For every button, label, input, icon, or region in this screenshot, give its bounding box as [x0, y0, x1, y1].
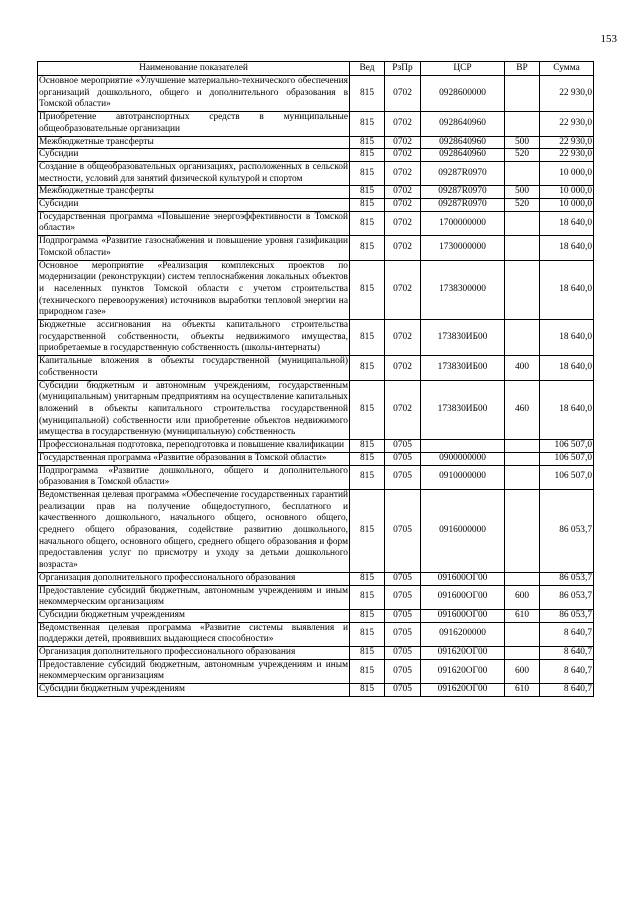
row-csr-cell: 0900000000	[421, 452, 505, 465]
row-vr-cell	[505, 76, 540, 112]
row-ved-cell: 815	[350, 452, 385, 465]
row-rzpr-cell: 0705	[385, 622, 421, 646]
row-vr-cell	[505, 489, 540, 572]
row-rzpr-cell: 0702	[385, 380, 421, 440]
row-rzpr-cell: 0705	[385, 489, 421, 572]
table-row	[38, 112, 594, 136]
header-rzpr: РзПр	[385, 62, 421, 76]
row-sum-cell: 22 930,0	[540, 136, 594, 149]
table-row	[38, 136, 594, 149]
row-sum-cell: 106 507,0	[540, 465, 594, 489]
table-row	[38, 161, 594, 185]
row-ved-cell: 815	[350, 136, 385, 149]
row-ved-cell: 815	[350, 149, 385, 162]
row-ved-cell: 815	[350, 380, 385, 440]
row-ved-cell: 815	[350, 659, 385, 683]
row-vr-cell: 520	[505, 149, 540, 162]
row-rzpr-cell: 0705	[385, 465, 421, 489]
row-rzpr-cell: 0702	[385, 186, 421, 199]
row-rzpr-cell: 0705	[385, 585, 421, 609]
row-rzpr-cell: 0705	[385, 659, 421, 683]
row-vr-cell: 400	[505, 356, 540, 380]
row-name-cell: Межбюджетные трансферты	[38, 136, 350, 149]
row-ved-cell: 815	[350, 465, 385, 489]
row-csr-cell: 0916200000	[421, 622, 505, 646]
row-name-cell: Государственная программа «Развитие образования в Томской области»	[38, 452, 350, 465]
table-row	[38, 647, 594, 660]
row-csr-cell: 1730000000	[421, 236, 505, 260]
row-name-cell: Субсидии бюджетным учреждениям	[38, 684, 350, 697]
table-row	[38, 659, 594, 683]
row-sum-cell: 22 930,0	[540, 112, 594, 136]
row-csr-cell: 173830ИБ00	[421, 320, 505, 356]
row-rzpr-cell: 0702	[385, 161, 421, 185]
row-csr-cell: 09287R0970	[421, 199, 505, 212]
row-rzpr-cell: 0702	[385, 356, 421, 380]
row-csr-cell: 091620ОГ00	[421, 647, 505, 660]
row-vr-cell	[505, 622, 540, 646]
row-ved-cell: 815	[350, 622, 385, 646]
row-vr-cell: 600	[505, 659, 540, 683]
table-row	[38, 585, 594, 609]
row-name-cell: Основное мероприятие «Улучшение материально-технического обеспечения организаций дошкольного, общего и дополнительного образования в Томской области»	[38, 76, 350, 112]
row-name-cell: Государственная программа «Повышение энергоэффективности в Томской области»	[38, 211, 350, 235]
row-name-cell: Субсидии бюджетным и автономным учреждениям, государственным (муниципальным) унитарным предприятиям на осуществление капитальных вложений в объекты капитального строительства государственной (муниципальной) собственности или приобретение объектов недвижимого имущества в государственную (муниципальную) собственность	[38, 380, 350, 440]
row-csr-cell: 1738300000	[421, 260, 505, 320]
row-name-cell: Субсидии бюджетным учреждениям	[38, 609, 350, 622]
row-name-cell: Бюджетные ассигнования на объекты капитального строительства государственной собственности, объекты недвижимого имущества, приобретаемые в государственную собственность (школы-интернаты)	[38, 320, 350, 356]
row-vr-cell	[505, 465, 540, 489]
table-row	[38, 622, 594, 646]
row-sum-cell: 18 640,0	[540, 380, 594, 440]
table-row	[38, 320, 594, 356]
row-sum-cell: 86 053,7	[540, 609, 594, 622]
row-rzpr-cell: 0705	[385, 647, 421, 660]
row-ved-cell: 815	[350, 186, 385, 199]
row-rzpr-cell: 0702	[385, 236, 421, 260]
row-vr-cell	[505, 161, 540, 185]
table-row	[38, 489, 594, 572]
table-row	[38, 609, 594, 622]
table-row	[38, 684, 594, 697]
row-sum-cell: 8 640,7	[540, 647, 594, 660]
row-rzpr-cell: 0702	[385, 320, 421, 356]
row-name-cell: Субсидии	[38, 199, 350, 212]
row-rzpr-cell: 0705	[385, 572, 421, 585]
row-rzpr-cell: 0702	[385, 76, 421, 112]
header-name: Наименование показателей	[38, 62, 350, 76]
row-vr-cell	[505, 440, 540, 453]
row-rzpr-cell: 0702	[385, 136, 421, 149]
row-vr-cell	[505, 452, 540, 465]
row-csr-cell: 0916000000	[421, 489, 505, 572]
row-name-cell: Предоставление субсидий бюджетным, автономным учреждениям и иным некоммерческим организациям	[38, 585, 350, 609]
page-number: 153	[600, 33, 617, 45]
table-row	[38, 186, 594, 199]
row-sum-cell: 8 640,7	[540, 622, 594, 646]
row-rzpr-cell: 0705	[385, 684, 421, 697]
row-name-cell: Создание в общеобразовательных организациях, расположенных в сельской местности, условий для занятий физической культурой и спортом	[38, 161, 350, 185]
row-ved-cell: 815	[350, 356, 385, 380]
row-csr-cell: 0928600000	[421, 76, 505, 112]
row-ved-cell: 815	[350, 609, 385, 622]
table-row	[38, 380, 594, 440]
row-rzpr-cell: 0702	[385, 260, 421, 320]
table-row	[38, 149, 594, 162]
row-vr-cell	[505, 260, 540, 320]
header-vr: ВР	[505, 62, 540, 76]
row-csr-cell: 0928640960	[421, 112, 505, 136]
header-sum: Сумма	[540, 62, 594, 76]
row-name-cell: Ведомственная целевая программа «Обеспечение государственных гарантий реализации прав на получение общедоступного, бесплатного и качественного дошкольного, начального общего, основного общего, среднего общего образования, содействие развитию дошкольного, начального общего, основного общего, среднего общего образования и форм предоставления услуг по присмотру и уходу за детьми дошкольного возраста»	[38, 489, 350, 572]
row-name-cell: Организация дополнительного профессионального образования	[38, 572, 350, 585]
row-csr-cell: 0928640960	[421, 136, 505, 149]
row-ved-cell: 815	[350, 112, 385, 136]
row-sum-cell: 86 053,7	[540, 585, 594, 609]
header-csr: ЦСР	[421, 62, 505, 76]
row-ved-cell: 815	[350, 161, 385, 185]
row-name-cell: Подпрограмма «Развитие дошкольного, общего и дополнительного образования в Томской области»	[38, 465, 350, 489]
row-ved-cell: 815	[350, 260, 385, 320]
header-ved: Вед	[350, 62, 385, 76]
row-sum-cell: 10 000,0	[540, 161, 594, 185]
row-name-cell: Подпрограмма «Развитие газоснабжения и повышение уровня газификации Томской области»	[38, 236, 350, 260]
row-sum-cell: 86 053,7	[540, 489, 594, 572]
row-csr-cell: 09287R0970	[421, 186, 505, 199]
row-vr-cell: 600	[505, 585, 540, 609]
row-csr-cell: 091600ОГ00	[421, 609, 505, 622]
row-sum-cell: 18 640,0	[540, 211, 594, 235]
row-ved-cell: 815	[350, 76, 385, 112]
table-row	[38, 452, 594, 465]
row-ved-cell: 815	[350, 489, 385, 572]
table-row	[38, 199, 594, 212]
table-row	[38, 440, 594, 453]
row-vr-cell	[505, 211, 540, 235]
row-ved-cell: 815	[350, 684, 385, 697]
row-csr-cell: 09287R0970	[421, 161, 505, 185]
row-rzpr-cell: 0702	[385, 199, 421, 212]
row-sum-cell: 18 640,0	[540, 320, 594, 356]
row-csr-cell: 1700000000	[421, 211, 505, 235]
row-rzpr-cell: 0702	[385, 149, 421, 162]
row-vr-cell: 500	[505, 136, 540, 149]
table-row	[38, 236, 594, 260]
row-vr-cell	[505, 112, 540, 136]
row-sum-cell: 18 640,0	[540, 356, 594, 380]
row-csr-cell: 0928640960	[421, 149, 505, 162]
row-rzpr-cell: 0702	[385, 211, 421, 235]
row-sum-cell: 22 930,0	[540, 76, 594, 112]
row-sum-cell: 106 507,0	[540, 440, 594, 453]
row-vr-cell	[505, 236, 540, 260]
table-row	[38, 76, 594, 112]
row-ved-cell: 815	[350, 320, 385, 356]
table-header-row	[38, 62, 594, 76]
row-sum-cell: 18 640,0	[540, 260, 594, 320]
table-row	[38, 260, 594, 320]
row-sum-cell: 18 640,0	[540, 236, 594, 260]
row-name-cell: Субсидии	[38, 149, 350, 162]
row-vr-cell: 610	[505, 684, 540, 697]
row-name-cell: Капитальные вложения в объекты государственной (муниципальной) собственности	[38, 356, 350, 380]
row-name-cell: Предоставление субсидий бюджетным, автономным учреждениям и иным некоммерческим организациям	[38, 659, 350, 683]
row-sum-cell: 10 000,0	[540, 199, 594, 212]
row-rzpr-cell: 0705	[385, 609, 421, 622]
row-ved-cell: 815	[350, 647, 385, 660]
table-row	[38, 465, 594, 489]
row-sum-cell: 22 930,0	[540, 149, 594, 162]
row-ved-cell: 815	[350, 572, 385, 585]
row-sum-cell: 10 000,0	[540, 186, 594, 199]
row-name-cell: Профессиональная подготовка, переподготовка и повышение квалификации	[38, 440, 350, 453]
row-rzpr-cell: 0705	[385, 452, 421, 465]
row-csr-cell: 091620ОГ00	[421, 659, 505, 683]
table-row	[38, 572, 594, 585]
row-csr-cell: 0910000000	[421, 465, 505, 489]
row-csr-cell: 091620ОГ00	[421, 684, 505, 697]
row-sum-cell: 8 640,7	[540, 659, 594, 683]
row-sum-cell: 86 053,7	[540, 572, 594, 585]
table-row	[38, 211, 594, 235]
row-vr-cell: 460	[505, 380, 540, 440]
row-name-cell: Ведомственная целевая программа «Развитие системы выявления и поддержки детей, проявивших выдающиеся способности»	[38, 622, 350, 646]
row-csr-cell: 091600ОГ00	[421, 585, 505, 609]
row-name-cell: Межбюджетные трансферты	[38, 186, 350, 199]
row-ved-cell: 815	[350, 199, 385, 212]
row-csr-cell	[421, 440, 505, 453]
row-name-cell: Приобретение автотранспортных средств в муниципальные общеобразовательные организации	[38, 112, 350, 136]
row-vr-cell	[505, 320, 540, 356]
row-csr-cell: 173830ИБ00	[421, 380, 505, 440]
budget-table	[37, 61, 594, 697]
row-vr-cell: 500	[505, 186, 540, 199]
row-ved-cell: 815	[350, 440, 385, 453]
row-vr-cell	[505, 572, 540, 585]
row-sum-cell: 106 507,0	[540, 452, 594, 465]
row-ved-cell: 815	[350, 211, 385, 235]
row-name-cell: Организация дополнительного профессионального образования	[38, 647, 350, 660]
row-vr-cell: 610	[505, 609, 540, 622]
table-row	[38, 356, 594, 380]
row-sum-cell: 8 640,7	[540, 684, 594, 697]
row-vr-cell	[505, 647, 540, 660]
row-ved-cell: 815	[350, 585, 385, 609]
row-name-cell: Основное мероприятие «Реализация комплексных проектов по модернизации (реконструкции) систем теплоснабжения локальных объектов и населенных пунктов Томской области с учетом строительства (технического перевооружения) источников выработки тепловой энергии на природном газе»	[38, 260, 350, 320]
row-ved-cell: 815	[350, 236, 385, 260]
row-csr-cell: 091600ОГ00	[421, 572, 505, 585]
row-rzpr-cell: 0702	[385, 112, 421, 136]
row-vr-cell: 520	[505, 199, 540, 212]
row-rzpr-cell: 0705	[385, 440, 421, 453]
row-csr-cell: 173830ИБ00	[421, 356, 505, 380]
